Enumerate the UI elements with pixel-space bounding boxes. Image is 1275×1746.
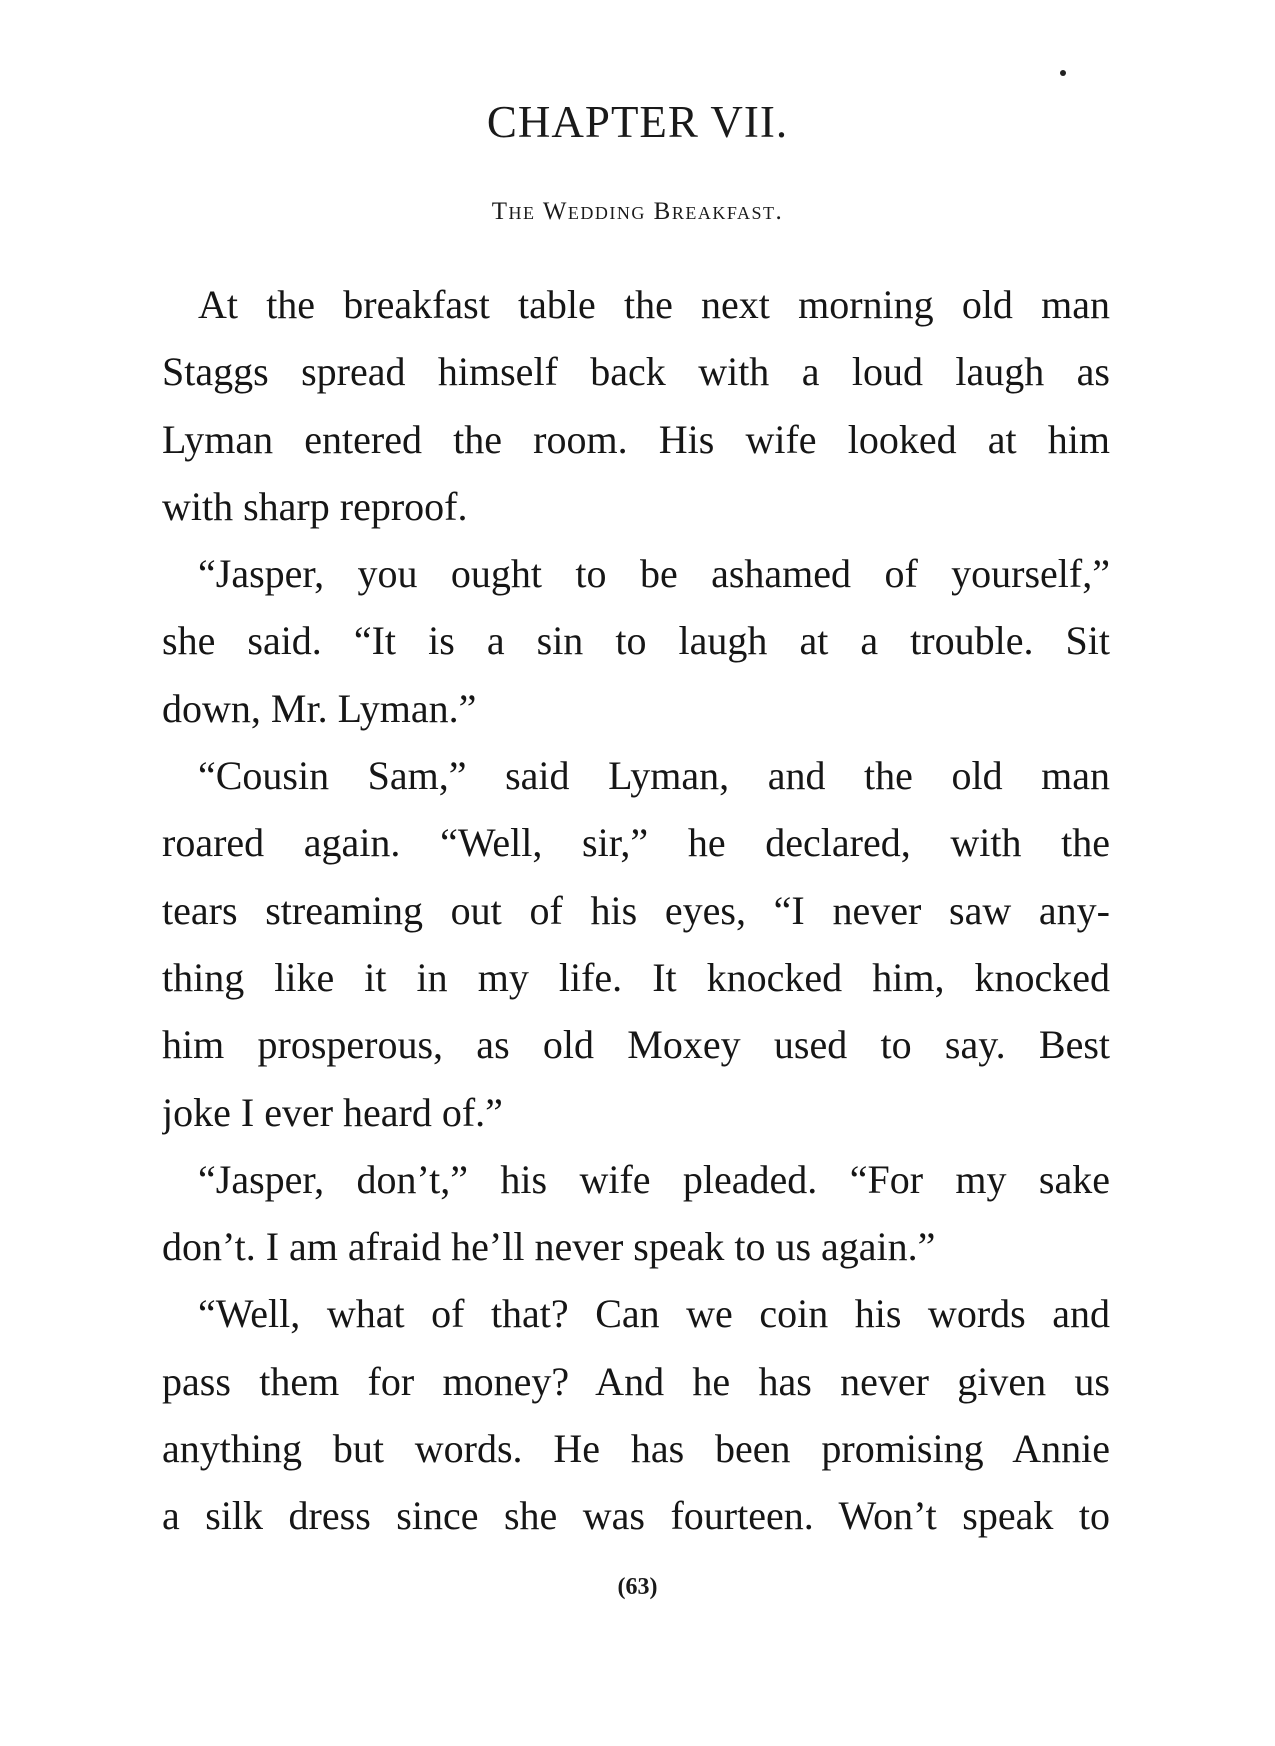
text-line: a silk dress since she was fourteen. Won’t speak to	[162, 1493, 1110, 1539]
page-number: (63)	[617, 1574, 658, 1600]
text-line: she said. “It is a sin to laugh at a trouble. Sit	[162, 618, 1110, 664]
text-line: “Jasper, you ought to be ashamed of yourself,”	[198, 551, 1110, 597]
text-line: joke I ever heard of.”	[162, 1089, 503, 1135]
text-line: Staggs spread himself back with a loud laugh as	[162, 349, 1110, 395]
chapter-subtitle: The Wedding Breakfast.	[491, 198, 784, 225]
text-line: At the breakfast table the next morning old man	[198, 282, 1110, 327]
text-line: him prosperous, as old Moxey used to say. Best	[162, 1022, 1110, 1068]
chapter-title: CHAPTER VII.	[486, 97, 789, 147]
text-line: thing like it in my life. It knocked him, knocked	[162, 954, 1110, 1000]
text-line: with sharp reproof.	[162, 483, 468, 529]
text-line: down, Mr. Lyman.”	[162, 685, 477, 731]
body-text	[162, 271, 1110, 1550]
text-line: anything but words. He has been promising Annie	[162, 1426, 1110, 1472]
text-line: roared again. “Well, sir,” he declared, with the	[162, 820, 1110, 866]
text-line: “Well, what of that? Can we coin his words and	[198, 1291, 1110, 1337]
text-line: tears streaming out of his eyes, “I never saw any-	[162, 887, 1110, 933]
text-line: “Jasper, don’t,” his wife pleaded. “For my sake	[198, 1156, 1110, 1202]
ink-speck	[1060, 70, 1066, 76]
text-line: Lyman entered the room. His wife looked at him	[162, 416, 1110, 462]
text-line: “Cousin Sam,” said Lyman, and the old man	[198, 753, 1110, 799]
text-line: pass them for money? And he has never given us	[162, 1358, 1110, 1404]
text-line: don’t. I am afraid he’ll never speak to us again.”	[162, 1224, 936, 1270]
